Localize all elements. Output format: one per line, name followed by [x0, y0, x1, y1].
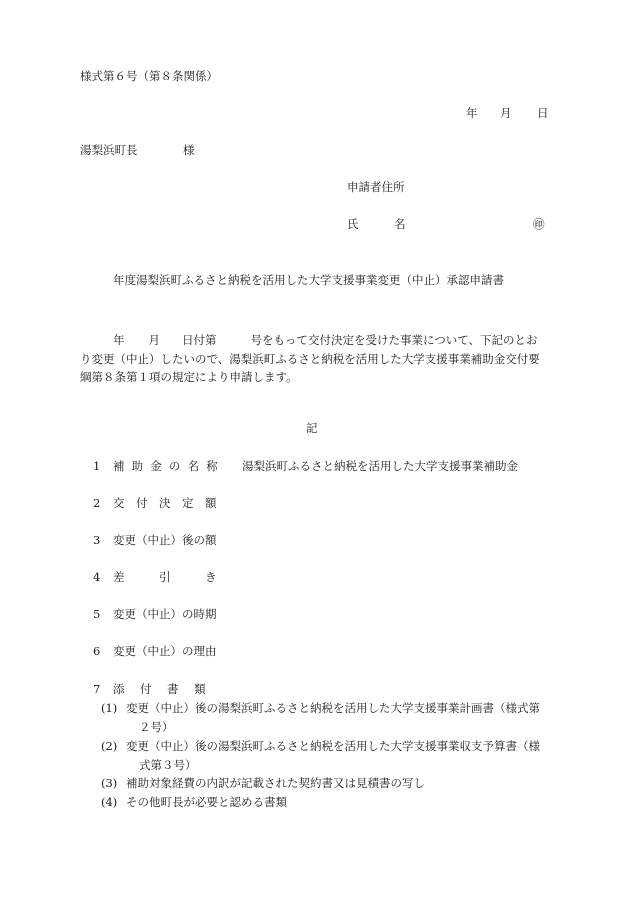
- attachment-number: (3): [101, 776, 118, 790]
- item-number: 3: [93, 533, 101, 547]
- item-number: 6: [93, 644, 101, 658]
- attachment-number: (4): [101, 795, 118, 809]
- body-paragraph: [80, 331, 550, 387]
- attachment-item: [101, 699, 551, 736]
- item-number: 5: [93, 607, 101, 621]
- date-year-label: 年: [466, 106, 478, 120]
- item-label: 変更（中止）後の額: [113, 533, 217, 547]
- attachment-line: 変更（中止）後の湯梨浜町ふるさと納税を活用した大学支援事業収支予算書（様: [126, 739, 540, 753]
- attachment-item: [101, 774, 551, 793]
- item-label: 変更（中止）の時期: [113, 607, 217, 621]
- attachment-line: ２号）: [139, 719, 174, 734]
- body-line-2: り変更（中止）したいので、湯梨浜町ふるさと納税を活用した大学支援事業補助金交付要: [80, 351, 540, 366]
- date-month-label: 月: [500, 106, 512, 120]
- attachment-line: 補助対象経費の内訳が記載された契約書又は見積書の写し: [126, 776, 425, 790]
- attachment-item: [101, 737, 551, 774]
- attachment-number: (2): [101, 739, 118, 753]
- document-title: 年度湯梨浜町ふるさと納税を活用した大学支援事業変更（中止）承認申請書: [113, 273, 504, 287]
- attachment-item: [101, 793, 551, 812]
- item-label: 交付決定額: [113, 496, 228, 510]
- attachment-line: 式第３号）: [139, 757, 197, 772]
- body-day-number: 日付第: [182, 333, 217, 347]
- attachment-line: その他町長が必要と認める書類: [126, 795, 287, 809]
- item-number: 4: [93, 570, 101, 584]
- attachment-line: 変更（中止）後の湯梨浜町ふるさと納税を活用した大学支援事業計画書（様式第: [126, 701, 540, 715]
- item-value: 湯梨浜町ふるさと納税を活用した大学支援事業補助金: [242, 459, 518, 473]
- seal-mark: ㊞: [533, 217, 545, 231]
- form-number: 様式第６号（第８条関係）: [80, 69, 218, 83]
- body-month: 月: [148, 333, 160, 347]
- body-line-1-rest: 号をもって交付決定を受けた事業について、下記のとお: [250, 333, 538, 347]
- attachment-number: (1): [101, 701, 118, 715]
- ki-heading: 記: [306, 421, 318, 435]
- date-day-label: 日: [537, 106, 549, 120]
- name-label-second-char: 名: [394, 217, 406, 231]
- item-label: 添付書類: [113, 682, 222, 696]
- name-label-first-char: 氏: [347, 217, 359, 231]
- item-number: 2: [93, 496, 101, 510]
- item-number: 7: [93, 682, 101, 696]
- body-line-3: 綱第８条第１項の規定により申請します。: [80, 370, 298, 384]
- addressee: 湯梨浜町長: [80, 143, 138, 157]
- item-label: 変更（中止）の理由: [113, 644, 217, 658]
- honorific: 様: [183, 143, 195, 157]
- body-year: 年: [113, 333, 125, 347]
- item-number: 1: [93, 459, 101, 473]
- applicant-address-label: 申請者住所: [347, 180, 405, 194]
- item-label: 差引き: [113, 570, 251, 584]
- item-label: 補助金の名称: [113, 459, 225, 473]
- body-line-1: [80, 331, 550, 350]
